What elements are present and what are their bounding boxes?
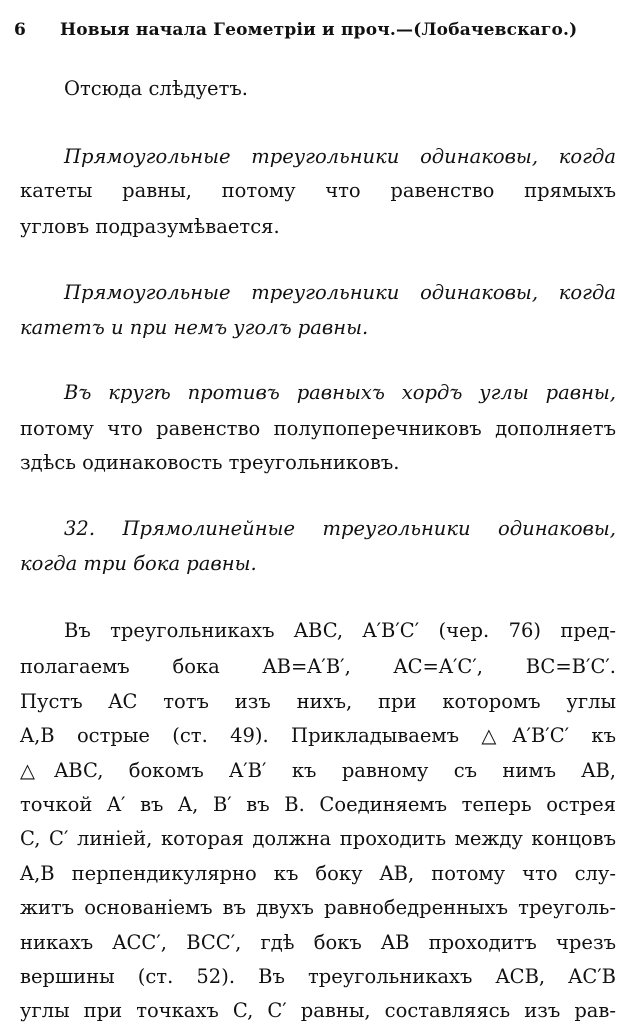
text-line: Прямоугольные треугольники одинаковы, когда (64, 145, 616, 168)
text-line: житъ основанiемъ въ двухъ равнобедренныхъ треуголь- (20, 896, 616, 919)
text-line: Пустъ AC тотъ изъ нихъ, при которомъ углы (20, 690, 616, 713)
text-line: Въ треугольникахъ ABC, A′B′C′ (чер. 76) пред- (64, 619, 616, 642)
running-title: Новыя начала Геометріи и проч.—(Лобачевскаго.) (60, 20, 578, 40)
text-line: точкой A′ въ A, B′ въ B. Соединяемъ теперь острея (20, 793, 616, 816)
text-line: когда три бока равны. (20, 552, 257, 575)
text-line: A,B острые (ст. 49). Прикладываемъ △A′B′C′ къ (20, 724, 616, 747)
text-line: 32. Прямолинейные треугольники одинаковы, (64, 517, 616, 540)
page-header (14, 14, 614, 44)
text-line: C, C′ линiей, которая должна проходить между концовъ (20, 827, 616, 850)
text-line: потому что равенство полупоперечниковъ дополняетъ (20, 417, 616, 440)
text-line: здѣсь одинаковость треугольниковъ. (20, 451, 400, 474)
text-line: A,B перпендикулярно къ боку AB, потому что слу- (20, 862, 616, 885)
text-line: Прямоугольные треугольники одинаковы, когда (64, 281, 616, 304)
page-number: 6 (14, 20, 27, 40)
text-line: полагаемъ бока AB=A′B′, AC=A′C′, BC=B′C′. (20, 655, 616, 678)
text-line: △ABC, бокомъ A′B′ къ равному съ нимъ AB, (20, 759, 616, 782)
text-line: катеты равны, потому что равенство прямыхъ (20, 179, 616, 202)
text-line: Отсюда слѣдуетъ. (64, 77, 248, 100)
text-line: никахъ ACC′, BCC′, гдѣ бокъ AB проходитъ чрезъ (20, 931, 616, 954)
text-line: Въ кругѣ противъ равныхъ хордъ углы равны, (64, 381, 616, 404)
text-line: катетъ и при немъ уголъ равны. (20, 316, 369, 339)
text-line: угловъ подразумѣвается. (20, 215, 280, 238)
text-line: вершины (ст. 52). Въ треугольникахъ ACB, AC′B (20, 965, 616, 988)
text-line: углы при точкахъ C, C′ равны, составляясь изъ рав- (20, 999, 616, 1022)
